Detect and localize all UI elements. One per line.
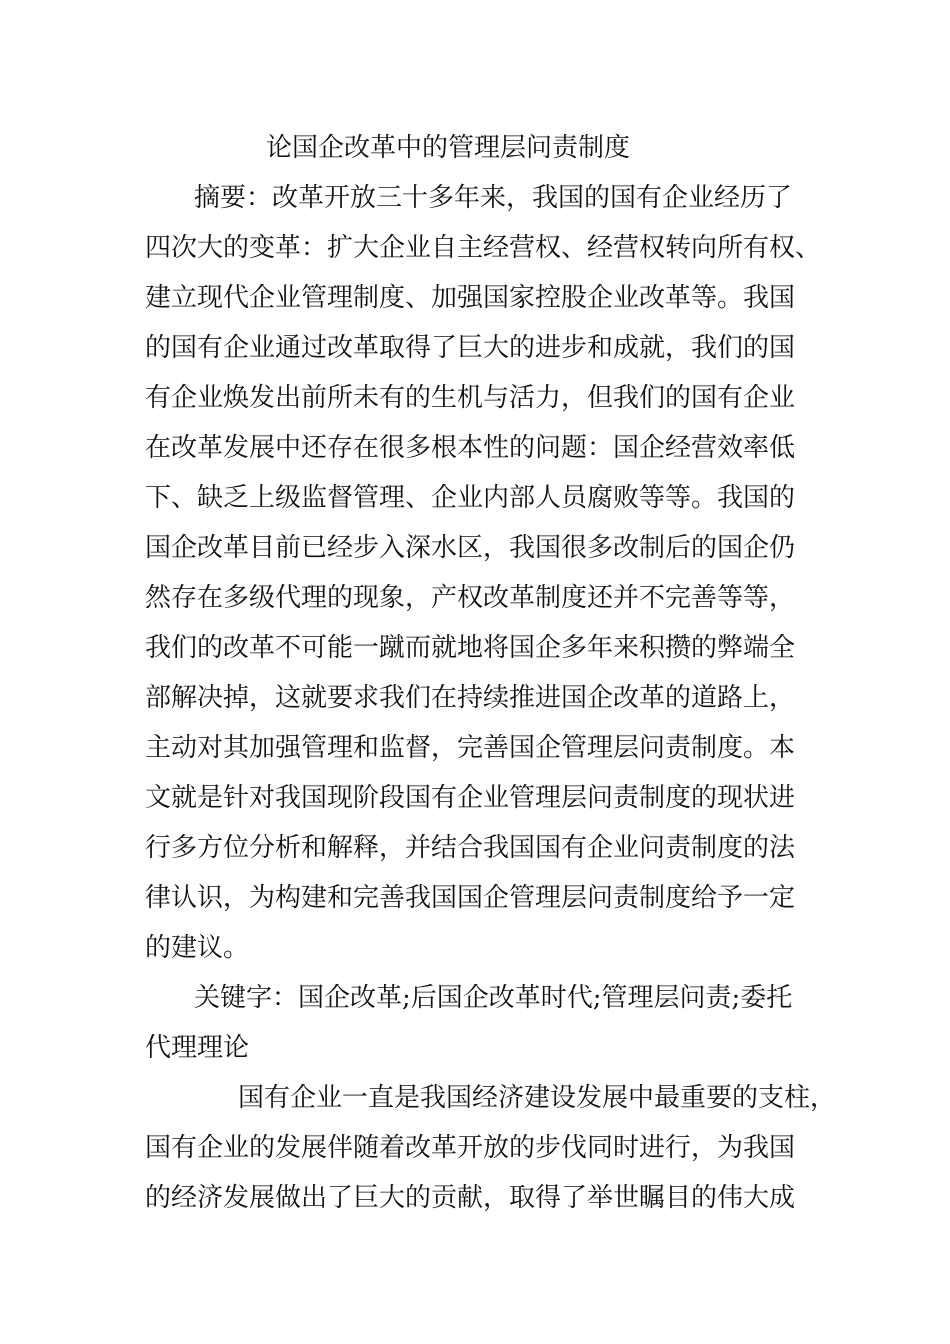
abstract-line: 有企业焕发出前所未有的生机与活力，但我们的国有企业 [145, 383, 796, 413]
abstract-line: 文就是针对我国现阶段国有企业管理层问责制度的现状进 [145, 783, 796, 813]
abstract-line: 建立现代企业管理制度、加强国家控股企业改革等。我国 [145, 283, 796, 313]
abstract-line: 下、缺乏上级监督管理、企业内部人员腐败等等。我国的 [145, 483, 796, 513]
abstract-line: 在改革发展中还存在很多根本性的问题：国企经营效率低 [145, 433, 796, 463]
keywords-line: 代理理论 [145, 1033, 250, 1063]
abstract-line: 行多方位分析和解释，并结合我国国有企业问责制度的法 [145, 833, 796, 863]
keywords-line: 关键字：国企改革;后国企改革时代;管理层问责;委托 [194, 983, 793, 1013]
abstract-line: 我们的改革不可能一蹴而就地将国企多年来积攒的弊端全 [145, 633, 796, 663]
body-line: 的经济发展做出了巨大的贡献，取得了举世瞩目的伟大成 [145, 1183, 796, 1213]
body-line: 国有企业一直是我国经济建设发展中最重要的支柱， [238, 1083, 837, 1113]
body-line: 国有企业的发展伴随着改革开放的步伐同时进行，为我国 [145, 1133, 796, 1163]
abstract-line: 律认识，为构建和完善我国国企管理层问责制度给予一定 [145, 883, 796, 913]
abstract-line: 国企改革目前已经步入深水区，我国很多改制后的国企仍 [145, 533, 796, 563]
document-title: 论国企改革中的管理层问责制度 [266, 133, 631, 163]
abstract-line: 主动对其加强管理和监督，完善国企管理层问责制度。本 [145, 733, 796, 763]
abstract-line: 摘要：改革开放三十多年来，我国的国有企业经历了 [194, 183, 793, 213]
abstract-line: 的建议。 [145, 933, 250, 963]
abstract-line: 的国有企业通过改革取得了巨大的进步和成就，我们的国 [145, 333, 796, 363]
abstract-line: 部解决掉，这就要求我们在持续推进国企改革的道路上， [145, 683, 796, 713]
abstract-line: 四次大的变革：扩大企业自主经营权、经营权转向所有权、 [145, 233, 822, 263]
abstract-line: 然存在多级代理的现象，产权改革制度还并不完善等等， [145, 583, 796, 613]
